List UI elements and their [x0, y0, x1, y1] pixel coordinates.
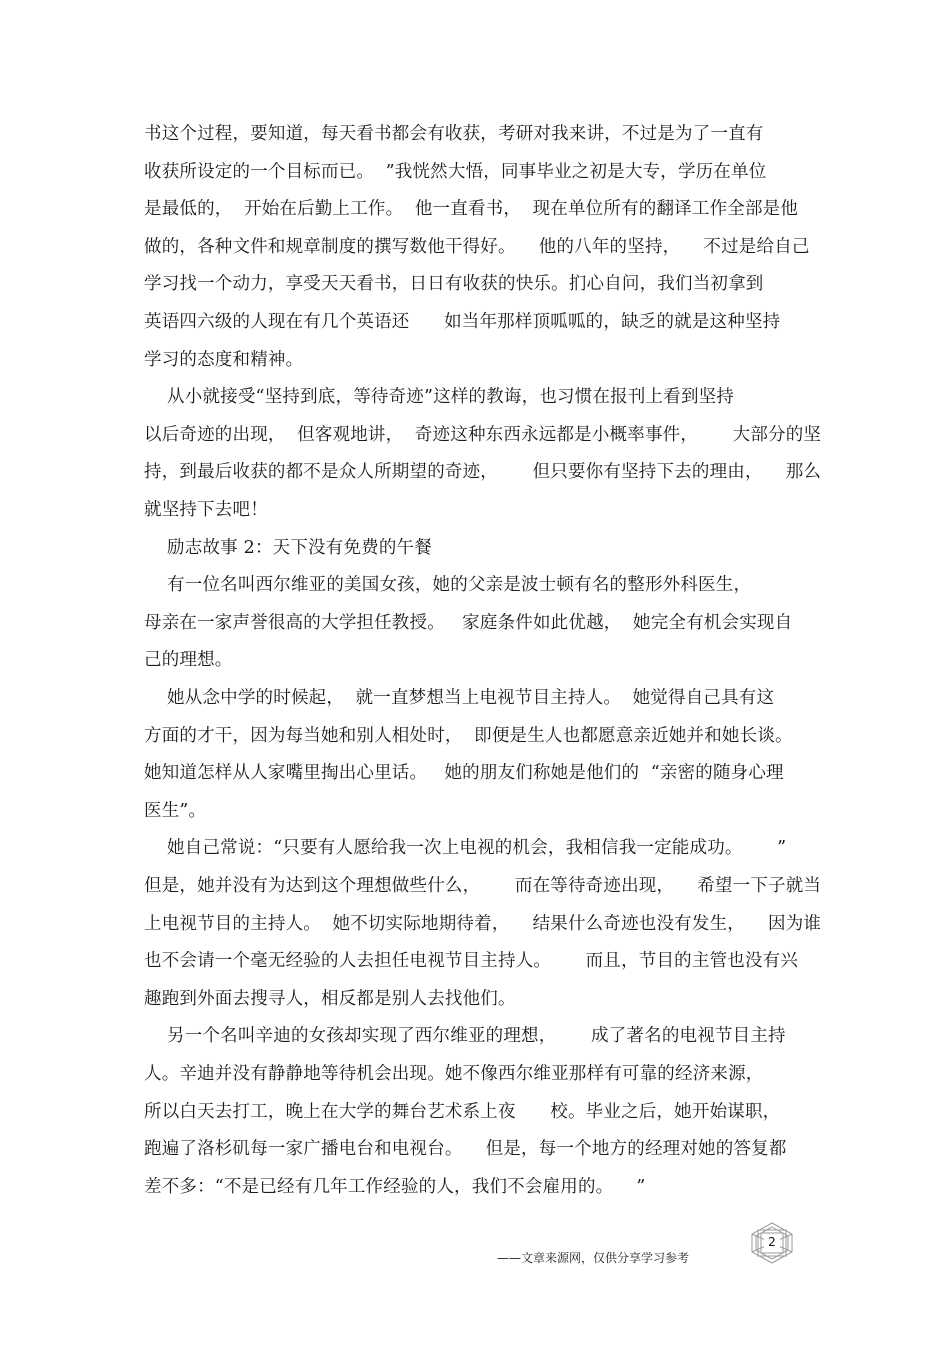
text-line: 以后奇迹的出现， 但客观地讲， 奇迹这种东西永远都是小概率事件， 大部分的坚 [144, 425, 822, 445]
text-line: 有一位名叫西尔维亚的美国女孩，她的父亲是波士顿有名的整形外科医生， [144, 575, 752, 595]
text-line: 英语四六级的人现在有几个英语还 如当年那样顶呱呱的，缺乏的就是这种坚持 [144, 312, 781, 332]
text-line: 学习的态度和精神。 [144, 350, 304, 370]
text-line: 她从念中学的时候起， 就一直梦想当上电视节目主持人。 她觉得自己具有这 [144, 688, 775, 708]
text-line: 励志故事 2：天下没有免费的午餐 [144, 538, 432, 558]
text-line: 从小就接受“坚持到底，等待奇迹”这样的教诲，也习惯在报刊上看到坚持 [144, 387, 735, 407]
text-line: 医生”。 [144, 801, 207, 821]
page-number-badge [748, 1221, 796, 1265]
text-line: 人。辛迪并没有静静地等待机会出现。她不像西尔维亚那样有可靠的经济来源， [144, 1064, 764, 1084]
text-line: 持，到最后收获的都不是众人所期望的奇迹， 但只要你有坚持下去的理由， 那么 [144, 462, 822, 482]
text-line: 方面的才干，因为每当她和别人相处时， 即便是生人也都愿意亲近她并和她长谈。 [144, 726, 793, 746]
text-line: 所以白天去打工，晚上在大学的舞台艺术系上夜 校。毕业之后，她开始谋职， [144, 1102, 781, 1122]
text-line: 上电视节目的主持人。 她不切实际地期待着， 结果什么奇迹也没有发生， 因为谁 [144, 914, 822, 934]
text-line: 就坚持下去吧！ [144, 500, 268, 520]
text-line: 她知道怎样从人家嘴里掏出心里话。 她的朋友们称她是他们的 “亲密的随身心理 [144, 763, 784, 783]
text-line: 差不多：“不是已经有几年工作经验的人，我们不会雇用的。 ” [144, 1177, 646, 1197]
page-number: 2 [768, 1235, 776, 1249]
text-line: 但是，她并没有为达到这个理想做些什么， 而在等待奇迹出现， 希望一下子就当 [144, 876, 822, 896]
text-line: 学习找一个动力，享受天天看书，日日有收获的快乐。扪心自问，我们当初拿到 [144, 274, 764, 294]
text-line: 趣跑到外面去搜寻人，相反都是别人去找他们。 [144, 989, 516, 1009]
text-line: 她自己常说：“只要有人愿给我一次上电视的机会，我相信我一定能成功。 ” [144, 838, 787, 858]
text-line: 母亲在一家声誉很高的大学担任教授。 家庭条件如此优越， 她完全有机会实现自 [144, 613, 793, 633]
text-line: 书这个过程，要知道，每天看书都会有收获，考研对我来讲，不过是为了一直有 [144, 124, 764, 144]
text-line: 是最低的， 开始在后勤上工作。 他一直看书， 现在单位所有的翻译工作全部是他 [144, 199, 799, 219]
text-line: 也不会请一个毫无经验的人去担任电视节目主持人。 而且，节目的主管也没有兴 [144, 951, 799, 971]
text-line: 另一个名叫辛迪的女孩却实现了西尔维亚的理想， 成了著名的电视节目主持 [144, 1026, 786, 1046]
text-line: 做的，各种文件和规章制度的撰写数他干得好。 他的八年的坚持， 不过是给自己 [144, 237, 810, 257]
footer-source-note: ——文章来源网，仅供分享学习参考 [497, 1251, 690, 1265]
text-line: 收获所设定的一个目标而已。 ”我恍然大悟，同事毕业之初是大专，学历在单位 [144, 162, 767, 182]
text-line: 跑遍了洛杉矶每一家广播电台和电视台。 但是，每一个地方的经理对她的答复都 [144, 1139, 787, 1159]
text-line: 己的理想。 [144, 650, 233, 670]
